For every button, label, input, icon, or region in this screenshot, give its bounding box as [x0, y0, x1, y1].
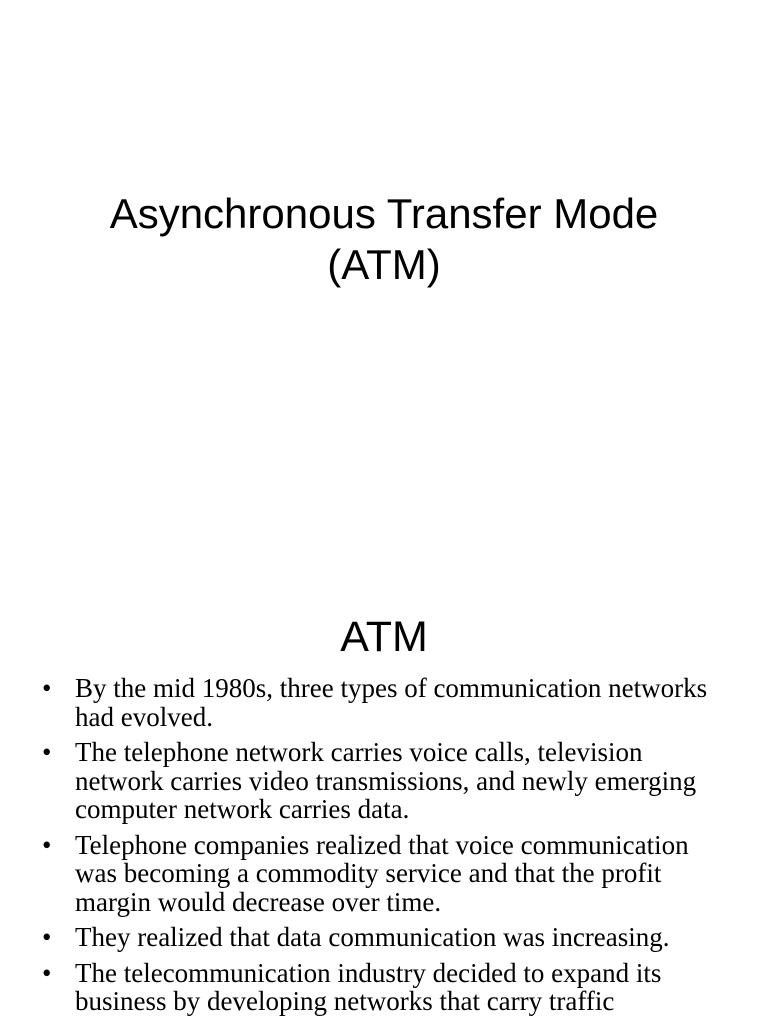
bullet-text: By the mid 1980s, three types of communication networks had evolved.	[75, 673, 708, 732]
bullet-marker: •	[42, 922, 52, 952]
bullet-marker: •	[42, 673, 52, 703]
bullet-text: The telecommunication industry decided to expand its business by developing networks that carry traffic	[75, 957, 662, 1016]
slide-heading: ATM	[340, 613, 428, 661]
bullet-text: Telephone companies realized that voice communication was becoming a commodity service and that the profit margin would decrease over time.	[75, 829, 689, 917]
bullet-list	[0, 674, 768, 1023]
bullet-text: They realized that data communication was increasing.	[75, 922, 670, 952]
bullet-item	[0, 959, 768, 1016]
bullet-marker: •	[42, 829, 52, 860]
bullet-item	[0, 738, 768, 824]
bullet-item	[0, 923, 768, 952]
presentation-title	[0, 188, 768, 290]
title-line-2: (ATM)	[327, 241, 441, 288]
bullet-item	[0, 674, 768, 731]
bullet-marker: •	[42, 957, 52, 988]
slide-atm	[0, 576, 768, 1024]
title-line-1: Asynchronous Transfer Mode	[109, 190, 659, 237]
bullet-item	[0, 831, 768, 917]
bullet-text: The telephone network carries voice calls, television network carries video transmissions, and newly emerging computer network carries data.	[75, 737, 697, 824]
bullet-marker: •	[42, 737, 52, 767]
